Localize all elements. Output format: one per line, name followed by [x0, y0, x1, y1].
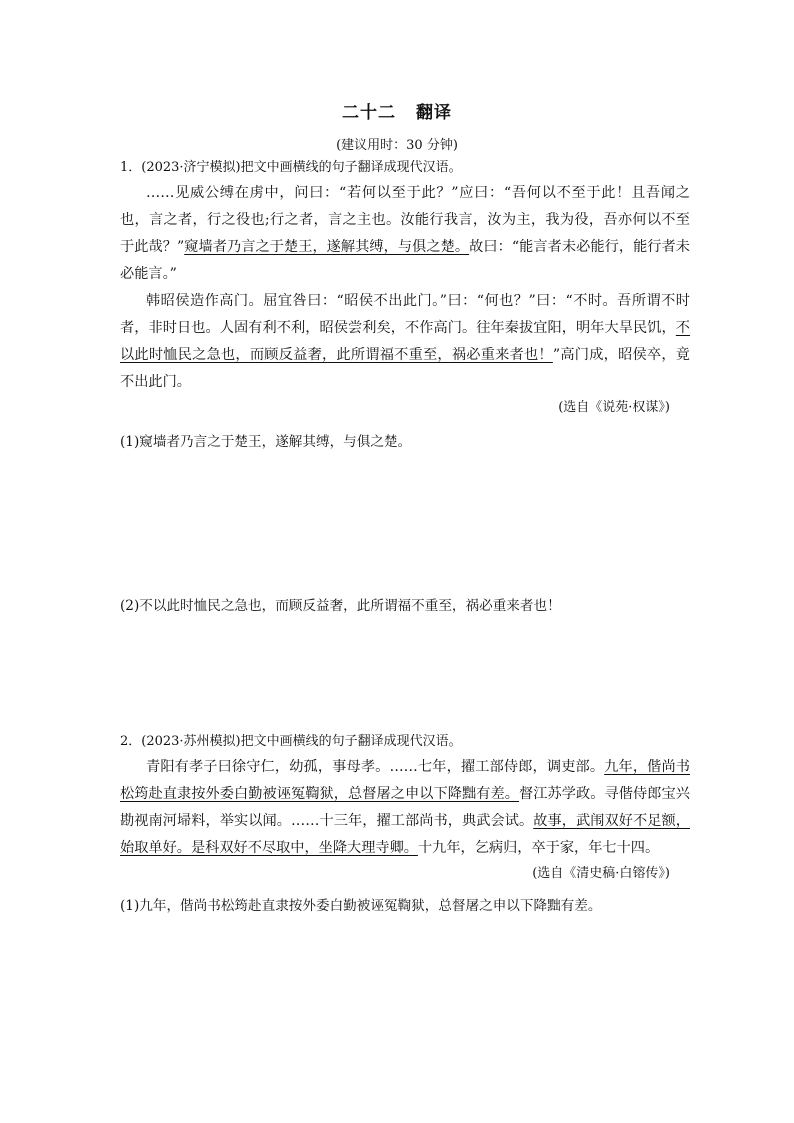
title-number: 二十二: [342, 103, 396, 123]
question-2: [120, 730, 690, 886]
page-title: [0, 98, 794, 123]
question-1-sub-1: (1)窥墙者乃言之于楚王，遂解其缚，与俱之楚。: [120, 434, 412, 450]
question-2-sub-1: (1)九年，偕尚书松筠赴直隶按外委白勤被诬冤鞫狱，总督屠之申以下降黜有差。: [120, 898, 602, 914]
suggested-time: (建议用时：30 分钟): [336, 138, 458, 153]
question-1-source: (选自《说苑·权谋》): [558, 400, 670, 415]
question-1: [120, 156, 690, 420]
question-1-sub-2: (2)不以此时恤民之急也，而顾反益奢，此所谓福不重至，祸必重来者也！: [120, 598, 561, 614]
underlined-sentence-4: 故事，武闱双好不足额，始取单好。是科双好不尽取中，坐降大理寺卿。: [120, 813, 690, 856]
question-2-source: (选自《清史稿·白镕传》): [532, 866, 670, 881]
question-2-passage: 青阳有孝子曰徐守仁，幼孤，事母孝。……七年，擢工部侍郎，调吏部。九年，偕尚书松筠赴直隶按外委白勤被诬冤鞫狱，总督屠之申以下降黜有差。督江苏学政。寻偕侍郎宝兴勘视南河埽料，举实以闻。……十三年，擢工部尚书，典武会试。故事，武闱双好不足额，始取单好。是科双好不尽取中，坐降大理寺卿。十九年，乞病归，卒于家，年七十四。: [120, 759, 690, 856]
underlined-sentence-2: 不以此时恤民之急也，而顾反益奢，此所谓福不重至，祸必重来者也！: [120, 320, 690, 363]
underlined-sentence-3: 九年，偕尚书松筠赴直隶按外委白勤被诬冤鞫狱，总督屠之申以下降黜有差。: [120, 759, 690, 802]
question-2-heading: 2．(2023·苏州模拟)把文中画横线的句子翻译成现代汉语。: [120, 734, 462, 749]
question-1-heading: 1．(2023·济宁模拟)把文中画横线的句子翻译成现代汉语。: [120, 160, 462, 175]
question-1-passage-2: 韩昭侯造作高门。屈宜咎曰：“昭侯不出此门。”曰：“何也？”曰：“不时。吾所谓不时者，非时日也。人固有利不利，昭侯尝利矣，不作高门。往年秦拔宜阳，明年大旱民饥，不以此时恤民之急也，而顾反益奢，此所谓福不重至，祸必重来者也！”高门成，昭侯卒，竟不出此门。: [120, 293, 690, 390]
question-1-passage-1: ……见威公缚在虏中，问曰：“若何以至于此？”应曰：“吾何以不至于此！且吾闻之也，言之者，行之役也;行之者，言之主也。汝能行我言，汝为主，我为役，吾亦何以不至于此哉？”窥墙者乃言之于楚王，遂解其缚，与俱之楚。故曰：“能言者未必能行，能行者未必能言。”: [120, 185, 690, 282]
title-word: 翻译: [416, 103, 452, 123]
underlined-sentence-1: 窥墙者乃言之于楚王，遂解其缚，与俱之楚。: [184, 239, 470, 255]
